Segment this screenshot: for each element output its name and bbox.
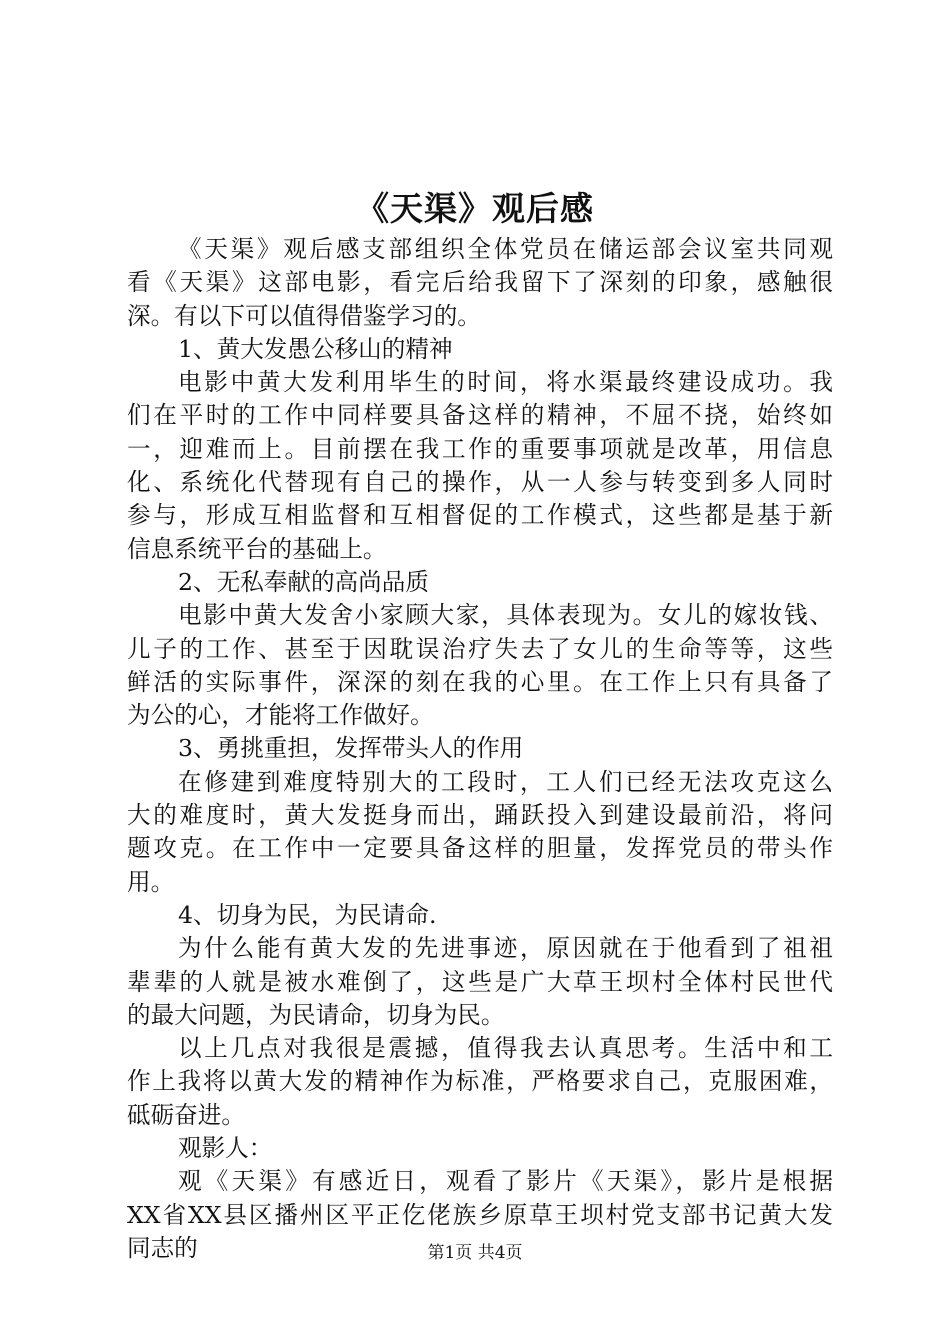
body-text-line: 辈辈的人就是被水难倒了，这些是广大草王坝村全体村民世代 bbox=[127, 967, 833, 996]
body-text-line: 3、勇挑重担，发挥带头人的作用 bbox=[178, 734, 524, 763]
body-text-line: 题攻克。在工作中一定要具备这样的胆量，发挥党员的带头作 bbox=[127, 834, 833, 863]
body-text-line: 2、无私奉献的高尚品质 bbox=[178, 567, 429, 596]
body-text-line: 《天渠》观后感支部组织全体党员在储运部会议室共同观 bbox=[178, 235, 833, 263]
body-text-line: 砥砺奋进。 bbox=[127, 1100, 245, 1129]
body-text-line: 为公的心，才能将工作做好。 bbox=[127, 701, 434, 730]
body-text-line: 观《天渠》有感近日，观看了影片《天渠》，影片是根据 bbox=[178, 1167, 833, 1196]
body-text-line: 同志的 bbox=[127, 1233, 198, 1262]
body-text-line: 大的难度时，黄大发挺身而出，踊跃投入到建设最前沿，将问 bbox=[127, 801, 833, 830]
body-text-line: 用。 bbox=[127, 867, 175, 896]
page-footer: 第1页 共4页 bbox=[427, 1243, 523, 1263]
body-text-line: 儿子的工作、甚至于因耽误治疗失去了女儿的生命等等，这些 bbox=[127, 634, 833, 663]
body-text-line: 的最大问题，为民请命，切身为民。 bbox=[127, 1000, 505, 1029]
body-text-line: 1、黄大发愚公移山的精神 bbox=[178, 334, 453, 363]
body-text-line: 以上几点对我很是震撼，值得我去认真思考。生活中和工 bbox=[178, 1034, 833, 1063]
body-text-line: 鲜活的实际事件，深深的刻在我的心里。在工作上只有具备了 bbox=[127, 667, 833, 696]
body-text-line: 观影人： bbox=[178, 1134, 273, 1163]
body-text-line: XX省XX县区播州区平正仡佬族乡原草王坝村党支部书记黄大发 bbox=[127, 1200, 833, 1229]
body-text-line: 参与，形成互相监督和互相督促的工作模式，这些都是基于新 bbox=[127, 501, 833, 530]
body-text-line: 看《天渠》这部电影，看完后给我留下了深刻的印象，感触很 bbox=[127, 268, 833, 297]
body-text-line: 4、切身为民，为民请命. bbox=[178, 900, 437, 929]
body-text-line: 信息系统平台的基础上。 bbox=[127, 534, 387, 563]
body-text-line: 电影中黄大发利用毕生的时间，将水渠最终建设成功。我 bbox=[178, 368, 833, 397]
page-title: 《天渠》观后感 bbox=[356, 189, 594, 228]
body-text-line: 电影中黄大发舍小家顾大家，具体表现为。女儿的嫁妆钱、 bbox=[178, 601, 833, 630]
body-text-line: 作上我将以黄大发的精神作为标准，严格要求自己，克服困难， bbox=[127, 1067, 833, 1096]
body-text-line: 为什么能有黄大发的先进事迹，原因就在于他看到了祖祖 bbox=[178, 934, 833, 963]
document-body bbox=[127, 233, 833, 1265]
body-text-line: 化、系统化代替现有自己的操作，从一人参与转变到多人同时 bbox=[127, 468, 833, 497]
body-text-line: 深。有以下可以值得借鉴学习的。 bbox=[127, 301, 481, 330]
body-text-line: 在修建到难度特别大的工段时，工人们已经无法攻克这么 bbox=[178, 767, 833, 796]
body-text-line: 一，迎难而上。目前摆在我工作的重要事项就是改革，用信息 bbox=[127, 434, 833, 463]
body-text-line: 们在平时的工作中同样要具备这样的精神，不屈不挠，始终如 bbox=[127, 401, 833, 430]
